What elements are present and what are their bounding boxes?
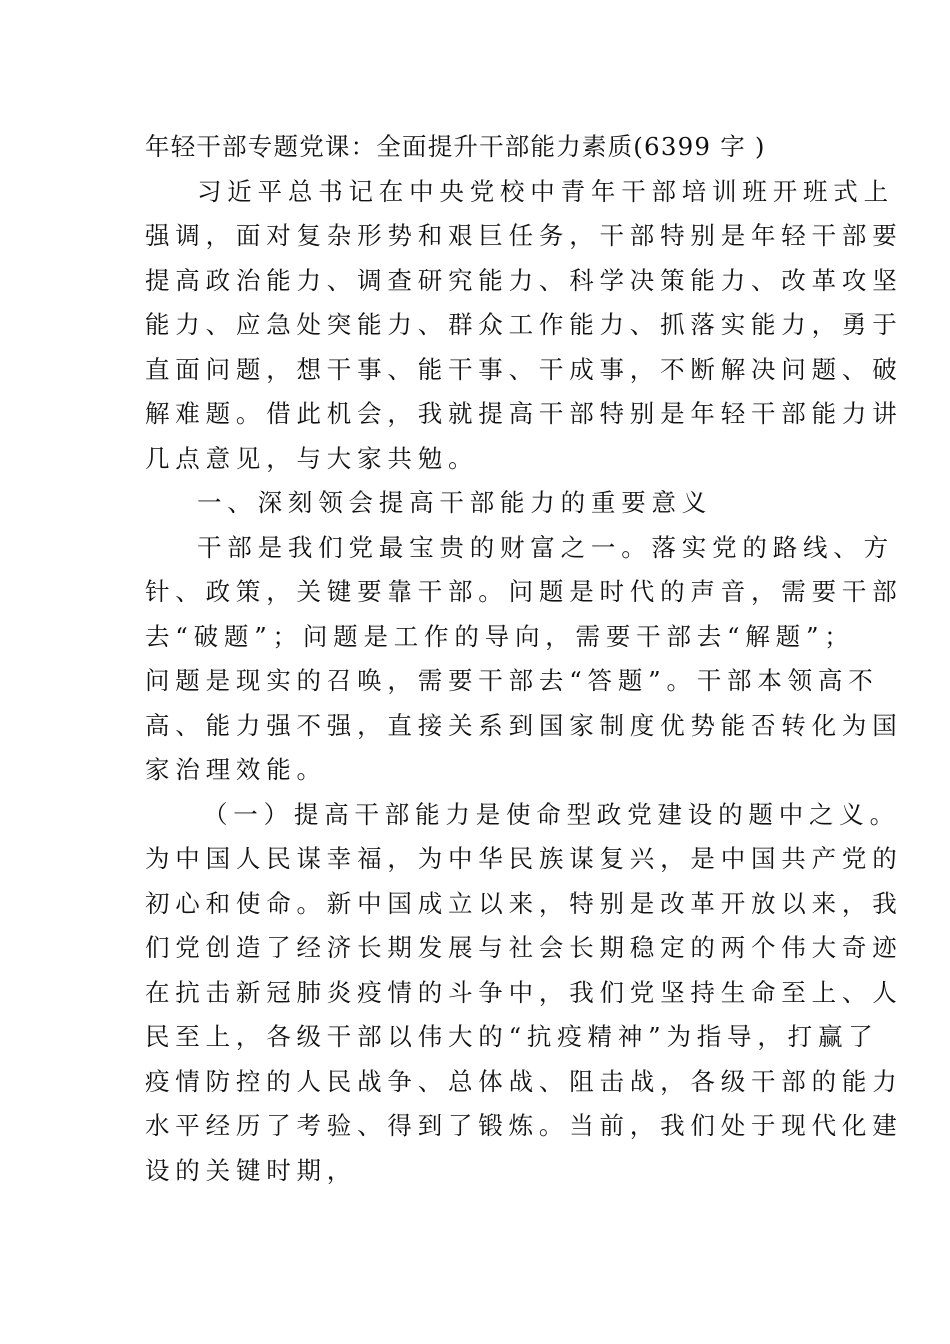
subsection-heading-1: （一）提高干部能力是使命型政党建设的题中之义。	[203, 799, 900, 829]
paragraph-2-line-2: 针、政策，关键要靠干部。问题是时代的声音，需要干部	[145, 577, 903, 606]
paragraph-2-line-1: 干部是我们党最宝贵的财富之一。落实党的路线、方	[197, 532, 894, 562]
paragraph-1-line-7: 几点意见，与大家共勉。	[145, 443, 479, 473]
paragraph-3-line-4: 在抗击新冠肺炎疫情的斗争中，我们党坚持生命至上、人	[145, 977, 903, 1007]
paragraph-3-line-3: 们党创造了经济长期发展与社会长期稳定的两个伟大奇迹	[145, 933, 903, 962]
paragraph-3-line-1: 为中国人民谋幸福，为中华民族谋复兴，是中国共产党的	[145, 844, 903, 873]
paragraph-1-line-1: 习近平总书记在中央党校中青年干部培训班开班式上	[197, 176, 894, 206]
paragraph-2-line-3: 去“破题”；问题是工作的导向，需要干部去“解题”；	[145, 621, 855, 651]
paragraph-2-line-5: 高、能力强不强，直接关系到国家制度优势能否转化为国	[145, 710, 903, 740]
paragraph-3-line-8: 设的关键时期，	[145, 1155, 358, 1185]
paragraph-2-line-6: 家治理效能。	[145, 755, 327, 784]
document-body	[145, 125, 903, 1193]
document-title: 年轻干部专题党课：全面提升干部能力素质(6399 字 )	[145, 132, 766, 161]
paragraph-1-line-6: 解难题。借此机会，我就提高干部特别是年轻干部能力讲	[145, 399, 903, 428]
paragraph-1-line-2: 强调，面对复杂形势和艰巨任务，干部特别是年轻干部要	[145, 221, 903, 250]
paragraph-1-line-4: 能力、应急处突能力、群众工作能力、抓落实能力，勇于	[145, 310, 903, 339]
paragraph-3-line-2: 初心和使命。新中国成立以来，特别是改革开放以来，我	[145, 888, 903, 918]
paragraph-3-line-7: 水平经历了考验、得到了锻炼。当前，我们处于现代化建	[145, 1111, 903, 1140]
section-heading-1: 一、深刻领会提高干部能力的重要意义	[197, 488, 713, 517]
paragraph-1-line-5: 直面问题，想干事、能干事、干成事，不断解决问题、破	[145, 354, 903, 384]
paragraph-2-line-4: 问题是现实的召唤，需要干部去“答题”。干部本领高不	[145, 666, 879, 695]
paragraph-1-line-3: 提高政治能力、调查研究能力、科学决策能力、改革攻坚	[145, 265, 903, 295]
paragraph-3-line-5: 民至上，各级干部以伟大的“抗疫精神”为指导，打赢了	[145, 1022, 879, 1051]
paragraph-3-line-6: 疫情防控的人民战争、总体战、阻击战，各级干部的能力	[145, 1066, 903, 1096]
